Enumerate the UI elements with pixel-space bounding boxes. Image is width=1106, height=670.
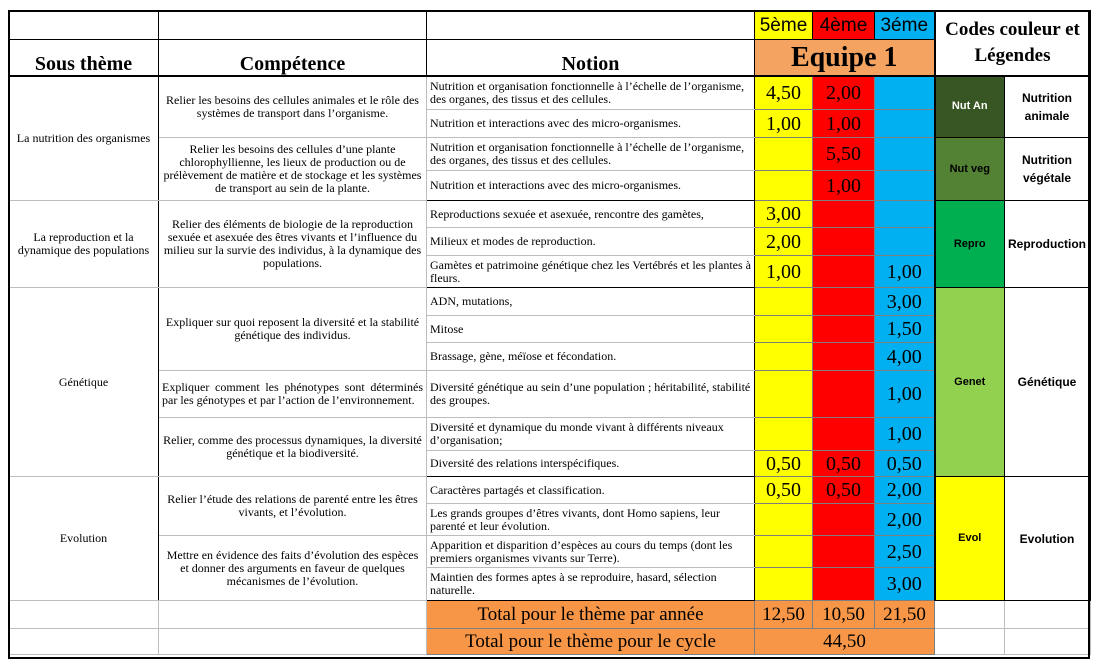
value-3eme: 3,00 bbox=[875, 288, 935, 316]
codes-legend-header: Codes couleur et Légendes bbox=[935, 11, 1091, 76]
notion-cell: Milieux et modes de reproduction. bbox=[427, 228, 755, 256]
code-evol: Evol bbox=[935, 477, 1005, 601]
notion-cell: Reproductions sexuée et asexuée, rencontre des gamètes, bbox=[427, 201, 755, 228]
value-3eme bbox=[875, 171, 935, 201]
year-3eme-header: 3éme bbox=[875, 11, 935, 40]
value-5eme bbox=[755, 288, 813, 316]
notion-cell: Diversité des relations interspécifiques. bbox=[427, 451, 755, 477]
competence-cell: Mettre en évidence des faits d’évolution des espèces et donner des arguments en faveur de quelques mécanismes de l’évolution. bbox=[159, 536, 427, 601]
notion-cell: Gamètes et patrimoine génétique chez les Vertébrés et les plantes à fleurs. bbox=[427, 256, 755, 288]
total-cycle-label: Total pour le thème pour le cycle bbox=[427, 629, 755, 655]
notion-header: Notion bbox=[427, 40, 755, 76]
value-5eme: 2,00 bbox=[755, 228, 813, 256]
competence-cell: Relier l’étude des relations de parenté entre les êtres vivants, et l’évolution. bbox=[159, 477, 427, 536]
value-4eme bbox=[813, 201, 875, 228]
value-5eme bbox=[755, 343, 813, 371]
code-genet: Genet bbox=[935, 288, 1005, 477]
value-5eme: 4,50 bbox=[755, 76, 813, 110]
blank-cell bbox=[9, 601, 159, 629]
value-4eme bbox=[813, 288, 875, 316]
value-4eme bbox=[813, 568, 875, 601]
value-4eme bbox=[813, 371, 875, 418]
value-3eme: 4,00 bbox=[875, 343, 935, 371]
value-5eme bbox=[755, 418, 813, 451]
competence-cell: Expliquer sur quoi reposent la diversité et la stabilité génétique des individus. bbox=[159, 288, 427, 371]
code-nut-an: Nut An bbox=[935, 76, 1005, 138]
value-3eme: 1,00 bbox=[875, 418, 935, 451]
total-year-label: Total pour le thème par année bbox=[427, 601, 755, 629]
sous-theme-reproduction: La reproduction et la dynamique des populations bbox=[9, 201, 159, 288]
value-5eme bbox=[755, 171, 813, 201]
value-5eme: 3,00 bbox=[755, 201, 813, 228]
value-4eme: 0,50 bbox=[813, 477, 875, 504]
sous-theme-evolution: Evolution bbox=[9, 477, 159, 601]
value-5eme bbox=[755, 536, 813, 568]
legend-reproduction: Reproduction bbox=[1005, 201, 1091, 288]
total-cycle-value: 44,50 bbox=[755, 629, 935, 655]
competence-cell: Relier les besoins des cellules animales et le rôle des systèmes de transport dans l’organisme. bbox=[159, 76, 427, 138]
notion-cell: Maintien des formes aptes à se reproduire, hasard, sélection naturelle. bbox=[427, 568, 755, 601]
code-nut-veg: Nut veg bbox=[935, 138, 1005, 201]
blank-cell bbox=[159, 11, 427, 40]
value-4eme bbox=[813, 504, 875, 536]
notion-cell: Brassage, gène, méïose et fécondation. bbox=[427, 343, 755, 371]
sous-theme-genetique: Génétique bbox=[9, 288, 159, 477]
value-3eme bbox=[875, 228, 935, 256]
value-4eme bbox=[813, 316, 875, 343]
value-5eme: 0,50 bbox=[755, 451, 813, 477]
value-3eme: 2,00 bbox=[875, 504, 935, 536]
sous-theme-header: Sous thème bbox=[9, 40, 159, 76]
legend-evolution: Evolution bbox=[1005, 477, 1091, 601]
value-4eme: 1,00 bbox=[813, 171, 875, 201]
value-4eme: 2,00 bbox=[813, 76, 875, 110]
value-4eme bbox=[813, 228, 875, 256]
notion-cell: Diversité et dynamique du monde vivant à différents niveaux d’organisation; bbox=[427, 418, 755, 451]
value-4eme: 1,00 bbox=[813, 110, 875, 138]
competence-cell: Relier les besoins des cellules d’une plante chlorophyllienne, les lieux de production ou de prélèvement de matière et de stockage et les systèmes de transport au sein de la plante. bbox=[159, 138, 427, 201]
value-5eme: 1,00 bbox=[755, 110, 813, 138]
notion-cell: Nutrition et interactions avec des micro-organismes. bbox=[427, 171, 755, 201]
notion-cell: Nutrition et organisation fonctionnelle à l’échelle de l’organisme, des organes, des tissus et des cellules. bbox=[427, 138, 755, 171]
blank-cell bbox=[1005, 601, 1091, 629]
sous-theme-nutrition: La nutrition des organismes bbox=[9, 76, 159, 201]
value-3eme bbox=[875, 201, 935, 228]
total-5eme: 12,50 bbox=[755, 601, 813, 629]
value-5eme bbox=[755, 138, 813, 171]
value-5eme bbox=[755, 568, 813, 601]
notion-cell: Nutrition et interactions avec des micro-organismes. bbox=[427, 110, 755, 138]
blank-cell bbox=[1005, 629, 1091, 655]
value-3eme: 1,00 bbox=[875, 256, 935, 288]
value-5eme bbox=[755, 371, 813, 418]
competence-header: Compétence bbox=[159, 40, 427, 76]
blank-cell bbox=[935, 601, 1005, 629]
code-repro: Repro bbox=[935, 201, 1005, 288]
competence-cell: Relier, comme des processus dynamiques, la diversité génétique et la biodiversité. bbox=[159, 418, 427, 477]
notion-cell: ADN, mutations, bbox=[427, 288, 755, 316]
value-3eme: 3,00 bbox=[875, 568, 935, 601]
team-header: Equipe 1 bbox=[755, 40, 935, 76]
competence-cell: Relier des éléments de biologie de la reproduction sexuée et asexuée des êtres vivants et l’influence du milieu sur la survie des individus, à la dynamique des populations. bbox=[159, 201, 427, 288]
value-3eme: 2,50 bbox=[875, 536, 935, 568]
notion-cell: Les grands groupes d’êtres vivants, dont Homo sapiens, leur parenté et leur évolution. bbox=[427, 504, 755, 536]
notion-cell: Diversité génétique au sein d’une population ; héritabilité, stabilité des groupes. bbox=[427, 371, 755, 418]
competence-cell: Expliquer comment les phénotypes sont déterminés par les génotypes et par l’action de l’environnement. bbox=[159, 371, 427, 418]
year-4eme-header: 4ème bbox=[813, 11, 875, 40]
value-4eme bbox=[813, 536, 875, 568]
value-5eme: 0,50 bbox=[755, 477, 813, 504]
value-4eme bbox=[813, 418, 875, 451]
blank-cell bbox=[935, 629, 1005, 655]
value-5eme bbox=[755, 504, 813, 536]
blank-cell bbox=[427, 11, 755, 40]
total-3eme: 21,50 bbox=[875, 601, 935, 629]
notion-cell: Caractères partagés et classification. bbox=[427, 477, 755, 504]
blank-cell bbox=[159, 629, 427, 655]
legend-genetique: Génétique bbox=[1005, 288, 1091, 477]
value-3eme: 0,50 bbox=[875, 451, 935, 477]
notion-cell: Mitose bbox=[427, 316, 755, 343]
value-3eme bbox=[875, 76, 935, 110]
program-table bbox=[8, 10, 1091, 655]
total-4eme: 10,50 bbox=[813, 601, 875, 629]
value-4eme: 0,50 bbox=[813, 451, 875, 477]
value-4eme bbox=[813, 256, 875, 288]
value-5eme: 1,00 bbox=[755, 256, 813, 288]
value-4eme bbox=[813, 343, 875, 371]
notion-cell: Nutrition et organisation fonctionnelle à l’échelle de l’organisme, des organes, des tissus et des cellules. bbox=[427, 76, 755, 110]
value-3eme bbox=[875, 110, 935, 138]
legend-nutrition-animale: Nutrition animale bbox=[1005, 76, 1091, 138]
notion-cell: Apparition et disparition d’espèces au cours du temps (dont les premiers organismes vivants sur Terre). bbox=[427, 536, 755, 568]
value-4eme: 5,50 bbox=[813, 138, 875, 171]
legend-nutrition-vegetale: Nutrition végétale bbox=[1005, 138, 1091, 201]
value-3eme: 1,00 bbox=[875, 371, 935, 418]
value-3eme: 1,50 bbox=[875, 316, 935, 343]
blank-cell bbox=[9, 629, 159, 655]
blank-cell bbox=[159, 601, 427, 629]
value-3eme bbox=[875, 138, 935, 171]
value-3eme: 2,00 bbox=[875, 477, 935, 504]
blank-cell bbox=[9, 11, 159, 40]
year-5eme-header: 5ème bbox=[755, 11, 813, 40]
value-5eme bbox=[755, 316, 813, 343]
